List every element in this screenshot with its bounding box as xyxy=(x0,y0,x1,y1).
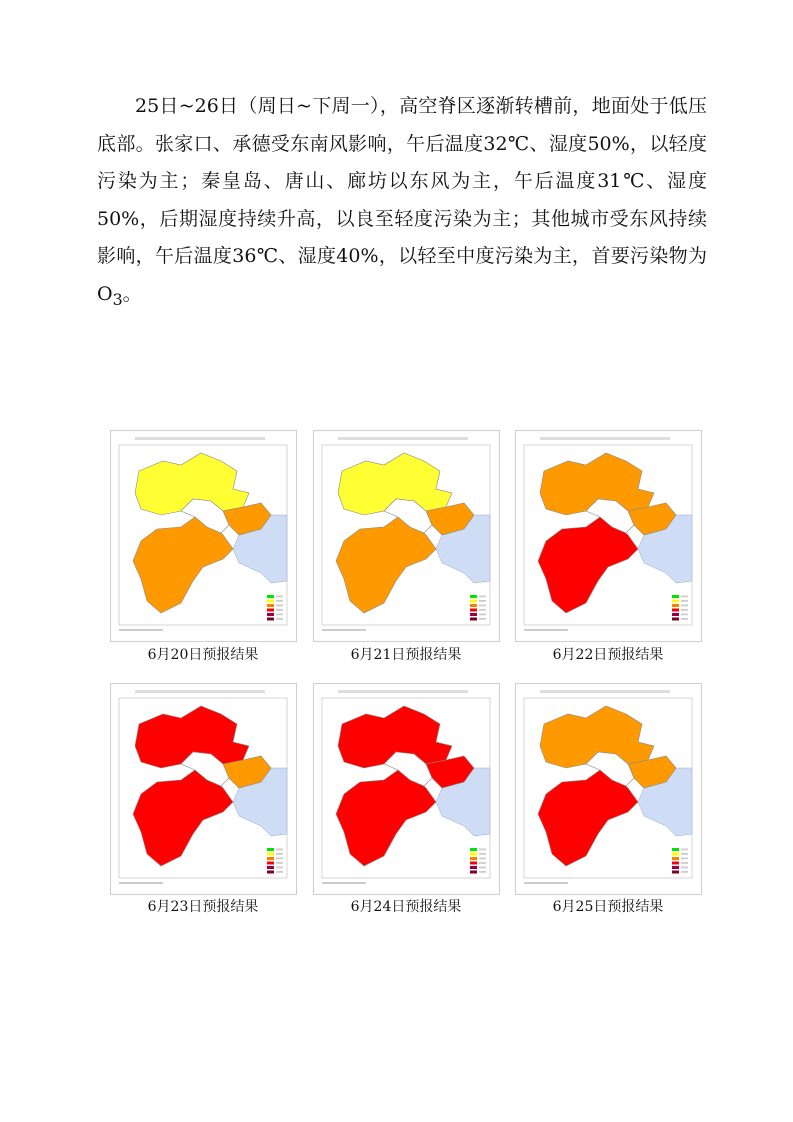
legend-swatch xyxy=(470,595,477,598)
legend-label xyxy=(681,609,688,611)
map-caption: 6月20日预报结果 xyxy=(147,647,259,663)
legend-label xyxy=(276,871,283,873)
legend-swatch xyxy=(672,857,679,860)
legend-swatch xyxy=(470,871,477,874)
legend-label xyxy=(479,600,486,602)
legend-swatch xyxy=(470,604,477,607)
legend-label xyxy=(276,853,283,855)
legend-swatch xyxy=(470,857,477,860)
legend-label xyxy=(681,600,688,602)
map-footnote xyxy=(524,882,568,884)
legend-swatch xyxy=(470,609,477,612)
legend-swatch xyxy=(267,613,274,616)
forecast-map xyxy=(313,683,500,895)
legend-label xyxy=(479,596,486,598)
legend-swatch xyxy=(470,618,477,621)
legend-swatch xyxy=(267,853,274,856)
map-title-line xyxy=(338,690,468,693)
map-caption: 6月21日预报结果 xyxy=(350,647,462,663)
legend-label xyxy=(681,853,688,855)
legend-label xyxy=(479,862,486,864)
map-title-line xyxy=(540,690,670,693)
legend-label xyxy=(276,600,283,602)
legend-label xyxy=(479,853,486,855)
legend-label xyxy=(276,618,283,620)
legend-swatch xyxy=(672,595,679,598)
legend-swatch xyxy=(470,848,477,851)
forecast-map xyxy=(110,683,297,895)
forecast-map xyxy=(515,430,702,642)
legend-label xyxy=(681,605,688,607)
legend-swatch xyxy=(470,862,477,865)
legend-label xyxy=(276,614,283,616)
hebei-region-map xyxy=(516,684,701,894)
legend-label xyxy=(276,849,283,851)
hebei-region-map xyxy=(516,431,701,641)
forecast-map xyxy=(110,430,297,642)
legend-label xyxy=(479,867,486,869)
legend-swatch xyxy=(267,871,274,874)
legend-swatch xyxy=(267,604,274,607)
legend-label xyxy=(479,609,486,611)
map-footnote xyxy=(119,882,163,884)
map-title-line xyxy=(540,437,670,440)
legend-label xyxy=(681,596,688,598)
legend-label xyxy=(276,862,283,864)
paragraph-end: 。 xyxy=(122,282,142,305)
legend-label xyxy=(479,614,486,616)
map-title-line xyxy=(135,437,265,440)
forecast-map xyxy=(313,430,500,642)
legend-label xyxy=(479,871,486,873)
legend-label xyxy=(479,849,486,851)
legend-swatch xyxy=(267,862,274,865)
legend-swatch xyxy=(470,600,477,603)
legend-label xyxy=(681,858,688,860)
legend-label xyxy=(479,605,486,607)
map-title-line xyxy=(135,690,265,693)
legend-swatch xyxy=(672,853,679,856)
legend-swatch xyxy=(470,613,477,616)
legend-swatch xyxy=(470,866,477,869)
legend-swatch xyxy=(267,600,274,603)
legend-label xyxy=(681,862,688,864)
map-footnote xyxy=(524,629,568,631)
legend-swatch xyxy=(672,604,679,607)
legend-swatch xyxy=(672,618,679,621)
legend-label xyxy=(276,867,283,869)
map-title-line xyxy=(338,437,468,440)
legend-swatch xyxy=(267,848,274,851)
hebei-region-map xyxy=(314,684,499,894)
paragraph-subscript: 3 xyxy=(112,289,123,309)
map-footnote xyxy=(119,629,163,631)
legend-swatch xyxy=(672,609,679,612)
legend-swatch xyxy=(672,600,679,603)
legend-label xyxy=(276,605,283,607)
legend-label xyxy=(681,614,688,616)
legend-swatch xyxy=(267,595,274,598)
map-caption: 6月25日预报结果 xyxy=(552,899,664,915)
legend-swatch xyxy=(470,853,477,856)
legend-swatch xyxy=(672,613,679,616)
hebei-region-map xyxy=(314,431,499,641)
legend-label xyxy=(681,867,688,869)
legend-label xyxy=(681,849,688,851)
hebei-region-map xyxy=(111,431,296,641)
forecast-map xyxy=(515,683,702,895)
map-footnote xyxy=(322,882,366,884)
legend-label xyxy=(276,609,283,611)
legend-swatch xyxy=(267,609,274,612)
legend-label xyxy=(276,596,283,598)
legend-label xyxy=(276,858,283,860)
paragraph-text: 25日~26日（周日~下周一），高空脊区逐渐转槽前，地面处于低压底部。张家口、承德受东南风影响，午后温度32℃、湿度50%，以轻度污染为主；秦皇岛、唐山、廊坊以东风为主，午后温度31℃、湿度50%，后期湿度持续升高，以良至轻度污染为主；其他城市受东风持续影响，午后温度36℃、湿度40%，以轻至中度污染为主，首要污染物为O xyxy=(97,95,707,305)
legend-label xyxy=(479,858,486,860)
map-footnote xyxy=(322,629,366,631)
map-caption: 6月24日预报结果 xyxy=(350,899,462,915)
legend-swatch xyxy=(267,857,274,860)
legend-swatch xyxy=(672,862,679,865)
legend-swatch xyxy=(672,871,679,874)
map-caption: 6月22日预报结果 xyxy=(552,647,664,663)
legend-label xyxy=(681,618,688,620)
legend-label xyxy=(681,871,688,873)
legend-swatch xyxy=(672,866,679,869)
legend-label xyxy=(479,618,486,620)
map-caption: 6月23日预报结果 xyxy=(147,899,259,915)
legend-swatch xyxy=(267,866,274,869)
hebei-region-map xyxy=(111,684,296,894)
legend-swatch xyxy=(672,848,679,851)
legend-swatch xyxy=(267,618,274,621)
